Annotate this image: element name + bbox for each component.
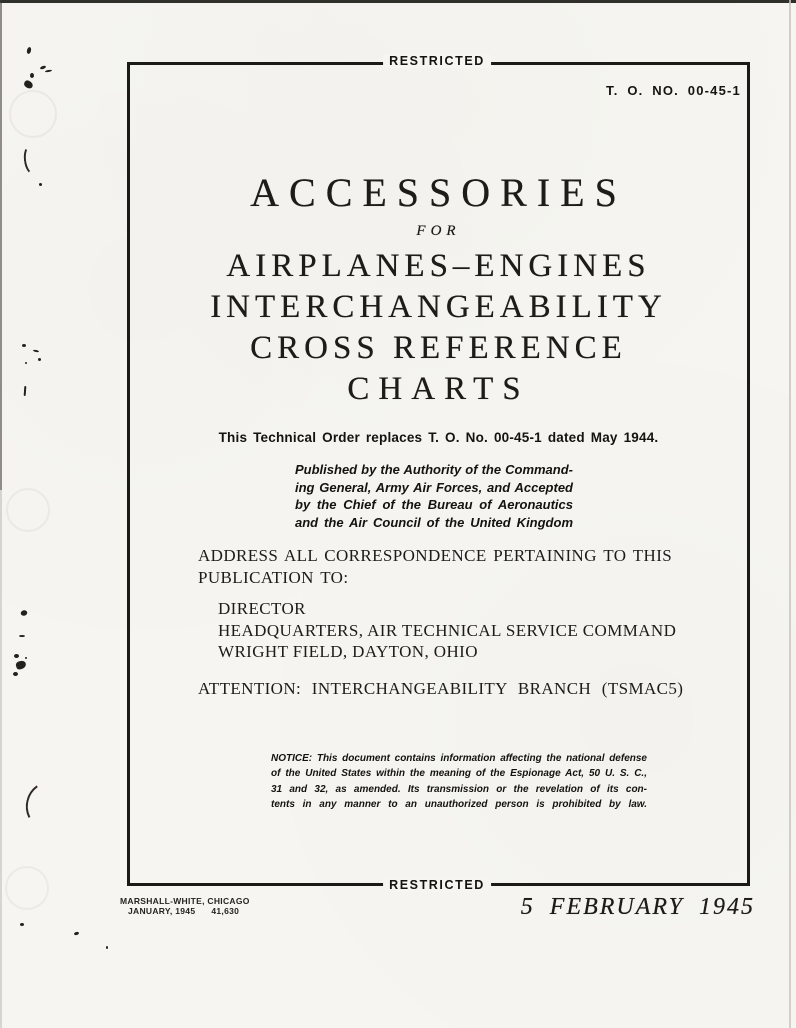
address-line-headquarters: HEADQUARTERS, AIR TECHNICAL SERVICE COMMAND [218,620,677,640]
address-line-location: WRIGHT FIELD, DAYTON, OHIO [218,642,478,661]
notice-line: 31 and 32, as amended. Its transmission or the revelation of its con- [271,783,647,795]
issue-date: 5 FEBRUARY 1945 [520,894,755,920]
correspondence-intro [198,545,672,589]
authority-statement [295,461,573,531]
scan-mark [15,660,27,671]
hole-punch-ghost [6,488,50,532]
scan-mark [22,344,26,347]
authority-line: Published by the Authority of the Command- [295,462,573,477]
correspondence-address [218,598,676,663]
scan-mark-paren [21,778,71,832]
scan-mark [20,609,28,617]
restricted-stamp-top: RESTRICTED [383,54,491,68]
espionage-notice [271,751,647,813]
correspondence-intro-line: ADDRESS ALL CORRESPONDENCE PERTAINING TO THIS [198,546,673,565]
authority-line: and the Air Council of the United Kingdom [295,514,573,530]
scan-edge-left [0,0,2,490]
scan-mark [24,386,27,396]
scan-mark [25,362,27,364]
scan-edge-left-faint [0,490,2,1028]
scan-mark [39,183,42,186]
scan-mark-curve [22,144,42,176]
scan-edge-right [789,0,791,1028]
printer-imprint [120,897,250,916]
scan-mark [19,635,25,637]
attention-line: ATTENTION: INTERCHANGEABILITY BRANCH (TSMAC5) [198,679,684,698]
title-line-airplanes-engines: AIRPLANES–ENGINES [226,248,651,284]
scan-mark [30,73,34,78]
address-line-director: DIRECTOR [218,599,306,618]
replaces-note: This Technical Order replaces T. O. No. 00-45-1 dated May 1944. [218,430,659,445]
printer-date-line [120,907,250,917]
title-line-cross-reference: CROSS REFERENCE [250,330,627,366]
notice-line: NOTICE: This document contains information affecting the national defense [271,753,647,764]
scan-mark [14,654,19,658]
scan-mark [38,358,41,361]
scan-mark [23,79,34,89]
scan-mark [26,47,32,55]
notice-line: of the United States within the meaning of the Espionage Act, 50 U. S. C., [271,768,647,780]
printer-date: JANUARY, 1945 [128,905,196,916]
hole-punch-ghost [9,90,57,138]
print-quantity: 41,630 [211,905,240,916]
title-line-interchangeability: INTERCHANGEABILITY [210,289,667,325]
title-line-for: FOR [416,223,461,239]
scan-mark [45,69,52,72]
title-line-accessories: ACCESSORIES [250,170,627,215]
scan-mark [20,923,24,926]
title-line-charts: CHARTS [347,371,530,407]
scan-mark [106,946,108,949]
scan-mark [13,672,18,676]
title-block [127,170,750,410]
scan-mark [25,657,27,659]
scan-mark [33,349,39,352]
technical-order-number: T. O. NO. 00-45-1 [606,83,741,98]
restricted-stamp-bottom: RESTRICTED [383,878,491,892]
authority-line: ing General, Army Air Forces, and Accepted [295,479,573,495]
hole-punch-ghost [5,866,49,910]
notice-line: tents in any manner to an unauthorized person is prohibited by law. [271,799,647,811]
correspondence-intro-line: PUBLICATION TO: [198,568,349,587]
printer-name: MARSHALL-WHITE, CHICAGO [120,896,250,906]
scan-mark [40,65,47,70]
scan-edge-top [0,0,796,3]
authority-line: by the Chief of the Bureau of Aeronautics [295,497,573,512]
scan-mark [74,931,80,935]
